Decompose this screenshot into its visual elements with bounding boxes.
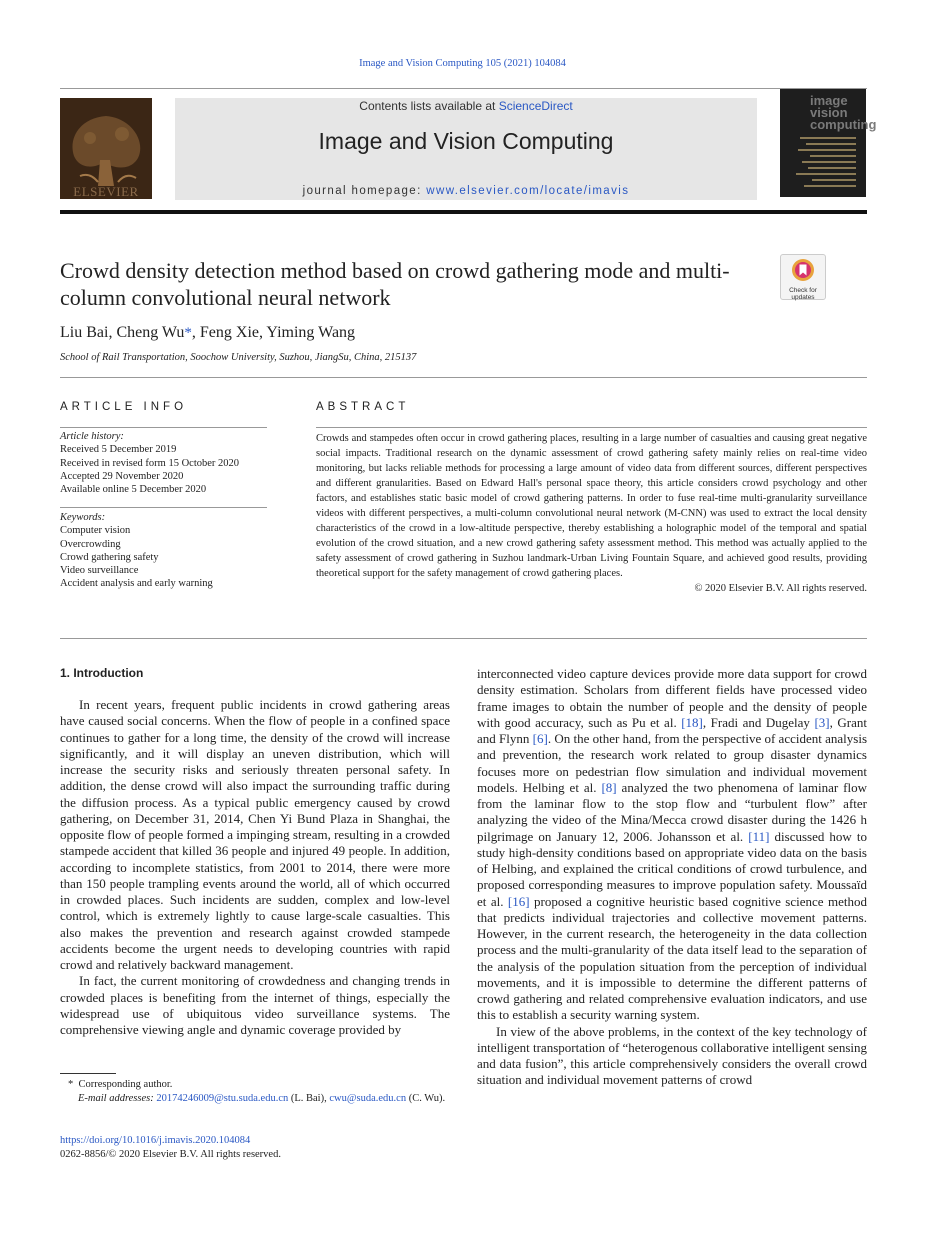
footnote-rule bbox=[60, 1073, 116, 1074]
author-list: Liu Bai, Cheng Wu*, Feng Xie, Yiming Wang bbox=[60, 324, 356, 341]
keywords-label: Keywords: bbox=[60, 512, 106, 523]
text-run: , Fradi and Dugelay bbox=[702, 714, 815, 730]
abstract-text: Crowds and stampedes often occur in crowd gathering places, resulting in a large number of casualties and causing great negative social impacts. Traditional research on the dynamic assessment of crowd gathering safety mainly relies on real-time video monitoring, but lacks reliable methods for processing a large amount of video data from different sources, different perspectives and different granularities. Based on Edward Hall's personal space theory, this article considers crowd psychology and other factors, and establishes static basic model of crowd gathering patterns. In order to fuse real-time multi-granularity surveillance videos with different perspectives, a multi-column convolutional neural network (M-CNN) was used to extract the local density characteristics of the crowd in a low-altitude perspective, thereby establishing a holographic model of the temporal and spatial evolution of the crowd situation, and a new crowd gathering safety assessment method. This method was actually applied to the safety assessment of crowd gathering in Suzhou landmark-Urban Living Fountain Square, and achieved good results, providing theoretical support for the safety management of crowd gathering places. bbox=[316, 433, 867, 579]
check-for-updates-button[interactable] bbox=[780, 254, 826, 300]
keywords-rule bbox=[60, 507, 267, 508]
citation-link[interactable]: Image and Vision Computing 105 (2021) 104084 bbox=[359, 58, 566, 69]
keyword: Crowd gathering safety bbox=[60, 551, 159, 563]
homepage-prefix: journal homepage: bbox=[302, 185, 427, 197]
keyword: Video surveillance bbox=[60, 565, 139, 577]
paragraph: In recent years, frequent public incidents in crowd gathering areas have caused social concerns. When the flow of people in a confined space continues to gather for a long time, the density of the crowd will increase significantly, and it will display an uneven distribution, which will increase the security risks and seriously threaten personal safety. In addition, the dense crowd will also impact the surrounding traffic during the diffusion process. As a typical public emergency caused by crowd gathering, on December 31, 2014, Chen Yi Bund Plaza in Shanghai, the opposite flow of people formed a impinging stream, resulting in a crowded stampede accident that killed 36 people and injured 49 people. In addition, according to incomplete statistics, from 2001 to 2014, there were more than 150 people trampling events around the world, all of which occurred in crowded places. Such incidents are sudden, complex and low-level control, which is extremely lightly to cause large-scale casualties. This also makes the prevention and research against crowded stampede accidents become the urgent needs to developing countries with rapid crowd and relatively backward management. bbox=[60, 697, 450, 972]
affiliation: School of Rail Transportation, Soochow University, Suzhou, JiangSu, China, 215137 bbox=[60, 352, 417, 363]
paragraph: In fact, the current monitoring of crowdedness and changing trends in crowded places is benefiting from the internet of things, especially the widespread use of ubiquitous video surveillance systems. The comprehensive viewing angle and dynamic coverage provided by bbox=[60, 973, 450, 1037]
history-item: Accepted 29 November 2020 bbox=[60, 470, 184, 482]
author-name: Feng Xie bbox=[199, 324, 259, 341]
doi-block bbox=[60, 1134, 281, 1161]
reference-link[interactable]: [3] bbox=[814, 714, 830, 730]
footnotes bbox=[68, 1078, 458, 1105]
title-divider bbox=[60, 377, 867, 378]
bookmark-icon bbox=[791, 258, 815, 282]
history-label: Article history: bbox=[60, 431, 124, 442]
journal-name: Image and Vision Computing bbox=[318, 128, 614, 154]
reference-link[interactable]: [11] bbox=[748, 828, 770, 844]
email-label: E-mail addresses: bbox=[78, 1092, 157, 1104]
email-link[interactable]: cwu@suda.edu.cn bbox=[329, 1092, 407, 1104]
paragraph: In view of the above problems, in the context of the key technology of intelligent transportation of “heterogenous collaborative intelligent sensing and data fusion”, this article comprehensively considers the overall crowd situation and individual movement patterns of crowd bbox=[477, 1023, 867, 1088]
intro-left-column bbox=[60, 697, 450, 1038]
footnote-mark: * bbox=[68, 1079, 74, 1090]
cover-pattern-icon bbox=[780, 133, 866, 197]
cover-title: image vision computing bbox=[810, 93, 877, 132]
abstract-body bbox=[316, 431, 867, 596]
check-for-updates-label: Check for updates bbox=[789, 287, 817, 301]
header-divider bbox=[60, 88, 867, 89]
homepage-link[interactable]: www.elsevier.com/locate/imavis bbox=[426, 185, 630, 197]
article-title: Crowd density detection method based on crowd gathering mode and multi-column convolutional neural network bbox=[60, 258, 730, 310]
abstract-copyright: © 2020 Elsevier B.V. All rights reserved. bbox=[694, 583, 867, 594]
author-name: Cheng Wu bbox=[116, 324, 185, 341]
keyword: Overcrowding bbox=[60, 538, 121, 550]
keywords bbox=[60, 511, 267, 591]
text-run: analyzed the two phenomena of laminar flow from the laminar flow to the stop flow and “turbulent flow” after analyzing the video of the Mina/Mecca crowd disaster during the 1426 h pilgrimage on January 12, 2006. Johansson et al. bbox=[477, 779, 868, 844]
text-run: interconnected video capture devices provide more data support for crowd density estimation. Scholars from different fields have processed video frame images to obtain the number of people and the density of people with good accuracy, such as Pu et al. bbox=[477, 666, 867, 730]
reference-link[interactable]: [18] bbox=[681, 714, 703, 730]
corresponding-footnote bbox=[68, 1078, 458, 1092]
corresponding-label: Corresponding author. bbox=[78, 1079, 173, 1090]
abstract-heading: ABSTRACT bbox=[316, 401, 410, 413]
section-heading: 1. Introduction bbox=[60, 666, 144, 680]
sciencedirect-link[interactable]: ScienceDirect bbox=[498, 99, 573, 113]
history-item: Received 5 December 2019 bbox=[60, 444, 177, 456]
issn-copyright: 0262-8856/© 2020 Elsevier B.V. All rights reserved. bbox=[60, 1148, 281, 1160]
article-info-heading: ARTICLE INFO bbox=[60, 401, 188, 413]
author-name: Liu Bai bbox=[60, 324, 109, 341]
text-run: discussed how to study high-density conditions based on appropriate video data on the basis of Helbing, and explained the critical conditions of crowd turbulence, and proposed corresponding measures to improve population safety. Moussaïd et al. bbox=[477, 828, 867, 909]
reference-link[interactable]: [8] bbox=[601, 779, 617, 795]
abstract-divider bbox=[60, 638, 867, 639]
journal-homepage bbox=[175, 185, 757, 197]
abstract-rule bbox=[316, 427, 867, 428]
intro-right-column bbox=[477, 666, 867, 1089]
article-info-rule bbox=[60, 427, 267, 428]
publisher-name: ELSEVIER bbox=[73, 184, 139, 199]
history-item: Received in revised form 15 October 2020 bbox=[60, 457, 240, 469]
email-link[interactable]: 20174246009@stu.suda.edu.cn bbox=[156, 1092, 289, 1104]
journal-citation[interactable] bbox=[0, 58, 925, 69]
email-owner: (L. Bai), bbox=[288, 1092, 330, 1104]
email-owner: (C. Wu). bbox=[406, 1092, 446, 1104]
keyword: Computer vision bbox=[60, 525, 131, 537]
masthead-rule bbox=[60, 210, 867, 214]
elsevier-logo bbox=[60, 98, 152, 199]
journal-cover-image bbox=[780, 89, 877, 197]
paragraph bbox=[477, 666, 867, 1024]
history-item: Available online 5 December 2020 bbox=[60, 484, 207, 496]
keyword: Accident analysis and early warning bbox=[60, 578, 213, 590]
article-history bbox=[60, 430, 267, 496]
reference-link[interactable]: [16] bbox=[507, 893, 530, 909]
text-run: . On the other hand, from the perspective of accident analysis and prevention, the research work related to group disaster dynamics focuses more on pedestrian flow simulation and individual movement models. Helbing et al. bbox=[477, 731, 867, 795]
email-footnote bbox=[68, 1092, 458, 1106]
doi-link[interactable]: https://doi.org/10.1016/j.imavis.2020.104084 bbox=[60, 1135, 251, 1146]
corresponding-author-mark[interactable]: * bbox=[184, 325, 192, 341]
reference-link[interactable]: [6] bbox=[532, 731, 548, 746]
author-name: Yiming Wang bbox=[266, 324, 356, 341]
contents-prefix: Contents lists available at bbox=[359, 99, 499, 113]
text-run: proposed a cognitive heuristic based cognitive science method that predicts individual trajectories and collective movement patterns. However, in the current research, the heterogeneity in the data collection process and the multi-granularity of the data itself lead to the separation of the analysis of the population situation from the perception of individual movements, and it is impossible to determine the different patterns of crowd gathering and related comprehensive evaluation indicators, and use this to establish a security warning system. bbox=[477, 893, 867, 1023]
contents-line bbox=[175, 99, 757, 113]
text-run: , Grant and Flynn bbox=[477, 714, 867, 746]
